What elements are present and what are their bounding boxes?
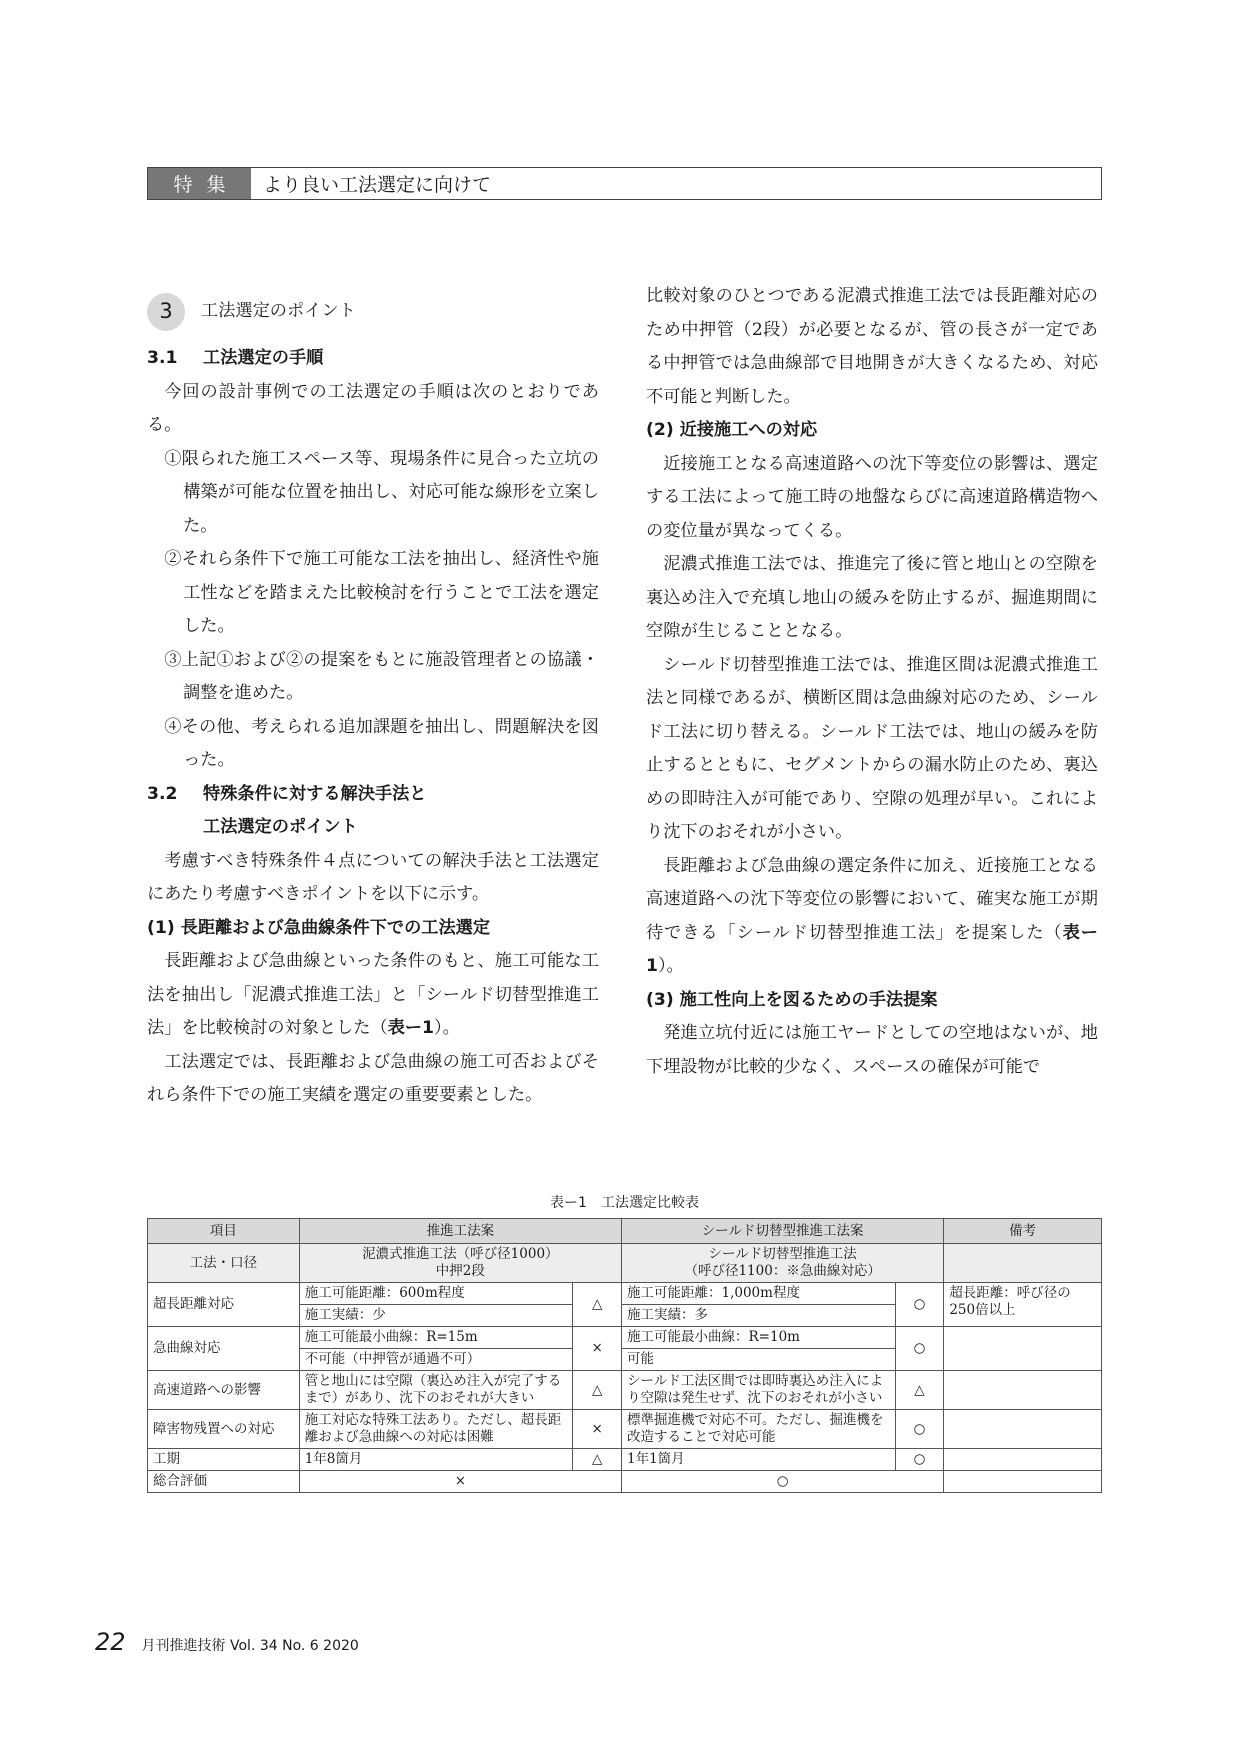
banner-title: より良い工法選定に向けて xyxy=(263,174,492,196)
paragraph: 発進立坑付近には施工ヤードとしての空地はないが、地下埋設物が比較的少なく、スペースの確保が可能で xyxy=(646,1023,1098,1077)
paragraph-heading: (1) 長距離および急曲線条件下での工法選定 xyxy=(147,917,491,938)
feature-banner xyxy=(147,167,1102,200)
cell: 施工実績：多 xyxy=(622,1305,896,1327)
row-label: 総合評価 xyxy=(148,1471,300,1493)
page-footer xyxy=(95,1628,359,1656)
eval-mark: ○ xyxy=(895,1410,944,1449)
page-number: 22 xyxy=(95,1628,126,1656)
method-a-line2: 中押2段 xyxy=(435,1263,485,1279)
paragraph: シールド切替型推進工法では、推進区間は泥濃式推進工法と同様であるが、横断区間は急曲線対応のため、シールド工法に切り替える。シールド工法では、地山の緩みを防止するとともに、セグメントからの漏水防止のため、裏込めの即時注入が可能であり、空隙の処理が早い。これにより沈下のおそれが小さい。 xyxy=(646,654,1098,842)
comparison-table xyxy=(147,1218,1102,1493)
section-heading xyxy=(147,290,599,334)
eval-mark: ○ xyxy=(895,1327,944,1371)
header-notes: 備考 xyxy=(944,1219,1102,1244)
cell: 1年8箇月 xyxy=(299,1449,573,1471)
subsection-number: 3.1 xyxy=(147,348,178,368)
method-b-line2: （呼び径1100：※急曲線対応） xyxy=(684,1263,881,1279)
table-reference: 表ー1 xyxy=(646,922,1098,976)
row-label: 高速道路への影響 xyxy=(148,1371,300,1410)
paragraph: 近接施工となる高速道路への沈下等変位の影響は、選定する工法によって施工時の地盤ならびに高速道路構造物への変位量が異なってくる。 xyxy=(646,453,1098,541)
paragraph: 今回の設計事例での工法選定の手順は次のとおりである。 xyxy=(147,381,599,435)
cell-note xyxy=(944,1371,1102,1410)
list-item: ②それら条件下で施工可能な工法を抽出し、経済性や施工性などを踏まえた比較検討を行うことで工法を選定した。 xyxy=(164,549,599,636)
eval-mark: × xyxy=(573,1327,622,1371)
eval-mark: △ xyxy=(573,1449,622,1471)
paragraph: 考慮すべき特殊条件４点についての解決手法と工法選定にあたり考慮すべきポイントを以下に示す。 xyxy=(147,850,599,904)
header-item: 項目 xyxy=(148,1219,300,1244)
cell: シールド工法区間では即時裏込め注入により空隙は発生せず、沈下のおそれが小さい xyxy=(622,1371,896,1410)
row-label: 障害物残置への対応 xyxy=(148,1410,300,1449)
header-plan-a: 推進工法案 xyxy=(299,1219,621,1244)
text: ）。 xyxy=(433,1018,460,1038)
table-row xyxy=(148,1371,1102,1410)
cell: 施工可能距離：600m程度 xyxy=(299,1283,573,1305)
header-plan-b: シールド切替型推進工法案 xyxy=(622,1219,944,1244)
subsection-title: 特殊条件に対する解決手法と xyxy=(203,783,427,804)
cell: 施工実績：少 xyxy=(299,1305,573,1327)
text: ）。 xyxy=(657,956,684,976)
subsection-number: 3.2 xyxy=(147,783,178,804)
subsection-heading-3-2 xyxy=(147,778,599,812)
paragraph xyxy=(147,945,599,1046)
cell: 標準掘進機で対応不可。ただし、掘進機を改造することで対応可能 xyxy=(622,1410,896,1449)
cell: 施工対応な特殊工法あり。ただし、超長距離および急曲線への対応は困難 xyxy=(299,1410,573,1449)
right-column xyxy=(646,280,1098,1084)
list-item: ①限られた施工スペース等、現場条件に見合った立坑の構築が可能な位置を抽出し、対応可能な線形を立案した。 xyxy=(164,448,599,536)
cell: 可能 xyxy=(622,1349,896,1371)
table-caption: 表ー1 工法選定比較表 xyxy=(550,1195,699,1211)
paragraph-heading: (3) 施工性向上を図るための手法提案 xyxy=(646,989,938,1010)
total-b: ○ xyxy=(622,1471,944,1493)
table-row xyxy=(148,1410,1102,1449)
cell: 施工可能最小曲線：R=10m xyxy=(622,1327,896,1349)
cell-note: 超長距離：呼び径の250倍以上 xyxy=(944,1283,1102,1327)
table-row xyxy=(148,1283,1102,1305)
cell-note xyxy=(944,1327,1102,1371)
left-column xyxy=(147,290,599,1113)
paragraph: 工法選定では、長距離および急曲線の施工可否およびそれら条件下での施工実績を選定の重要要素とした。 xyxy=(147,1051,599,1105)
list-item: ③上記①および②の提案をもとに施設管理者との協議・調整を進めた。 xyxy=(164,649,599,703)
eval-mark: △ xyxy=(573,1283,622,1327)
paragraph: 比較対象のひとつである泥濃式推進工法では長距離対応のため中押管（2段）が必要となるが、管の長さが一定である中押管では急曲線部で目地開きが大きくなるため、対応不可能と判断した。 xyxy=(646,286,1098,407)
paragraph xyxy=(646,850,1098,984)
method-label: 工法・口径 xyxy=(148,1244,300,1283)
subsection-title-line2: 工法選定のポイント xyxy=(203,817,358,837)
cell: 施工可能最小曲線：R=15m xyxy=(299,1327,573,1349)
paragraph: 泥濃式推進工法では、推進完了後に管と地山との空隙を裏込め注入で充填し地山の緩みを防止するが、掘進期間に空隙が生じることとなる。 xyxy=(646,554,1098,641)
subsection-title: 工法選定の手順 xyxy=(203,348,324,368)
cell: 1年1箇月 xyxy=(622,1449,896,1471)
cell-note xyxy=(944,1410,1102,1449)
eval-mark: ○ xyxy=(895,1283,944,1327)
list-item: ④その他、考えられる追加課題を抽出し、問題解決を図った。 xyxy=(164,716,599,770)
table-reference: 表ー1 xyxy=(387,1018,434,1038)
method-note xyxy=(944,1244,1102,1283)
table-row xyxy=(148,1449,1102,1471)
subsection-heading-3-1 xyxy=(147,342,599,376)
cell: 施工可能距離：1,000m程度 xyxy=(622,1283,896,1305)
eval-mark: ○ xyxy=(895,1449,944,1471)
banner-tag: 特集 xyxy=(148,168,251,199)
text: 長距離および急曲線の選定条件に加え、近接施工となる高速道路への沈下等変位の影響において、確実な施工が期待できる「シールド切替型推進工法」を提案した（ xyxy=(646,855,1098,943)
row-label: 超長距離対応 xyxy=(148,1283,300,1327)
cell-note xyxy=(944,1449,1102,1471)
eval-mark: △ xyxy=(895,1371,944,1410)
section-title: 工法選定のポイント xyxy=(201,301,356,322)
table-row xyxy=(148,1244,1102,1283)
journal-name: 月刊推進技術 Vol. 34 No. 6 2020 xyxy=(141,1638,359,1654)
method-b-line1: シールド切替型推進工法 xyxy=(708,1246,857,1262)
cell: 管と地山には空隙（裏込め注入が完了するまで）があり、沈下のおそれが大きい xyxy=(299,1371,573,1410)
row-label: 急曲線対応 xyxy=(148,1327,300,1371)
eval-mark: × xyxy=(573,1410,622,1449)
cell-note xyxy=(944,1471,1102,1493)
method-b xyxy=(622,1244,944,1283)
eval-mark: △ xyxy=(573,1371,622,1410)
row-label: 工期 xyxy=(148,1449,300,1471)
text: 長距離および急曲線といった条件のもと、施工可能な工法を抽出し「泥濃式推進工法」と「シールド切替型推進工法」を比較検討の対象とした（ xyxy=(147,951,599,1038)
table-row xyxy=(148,1471,1102,1493)
section-number: 3 xyxy=(147,293,185,331)
paragraph-heading: (2) 近接施工への対応 xyxy=(646,420,818,440)
total-a: × xyxy=(299,1471,621,1493)
method-a-line1: 泥濃式推進工法（呼び径1000） xyxy=(362,1246,559,1262)
cell: 不可能（中押管が通過不可） xyxy=(299,1349,573,1371)
table-row xyxy=(148,1327,1102,1349)
method-a xyxy=(299,1244,621,1283)
table-header-row xyxy=(148,1219,1102,1244)
